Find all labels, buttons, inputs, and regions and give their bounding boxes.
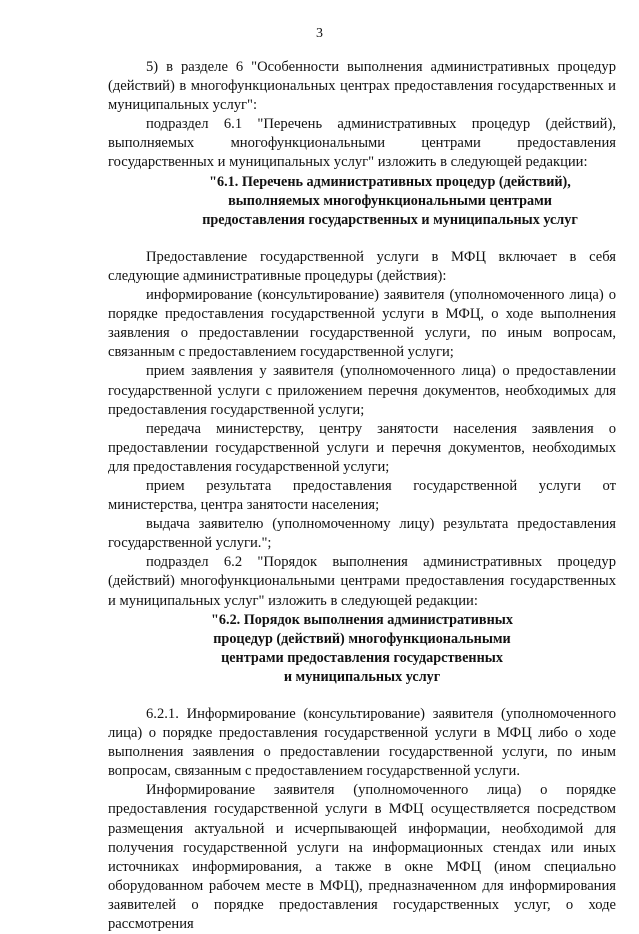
heading-6-2-line: "6.2. Порядок выполнения административных bbox=[211, 611, 513, 628]
heading-6-2-line: и муниципальных услуг bbox=[283, 668, 441, 685]
paragraph-informing-details: Информирование заявителя (уполномоченного лица) о порядке предоставления государственной услуги в МФЦ осуществляется посредством размещения актуальной и исчерпывающей информации, необходимой для получения государственной услуги на информационных стендах или иных источниках информирования, а также в окне МФЦ (ином специально оборудованном рабочем месте в МФЦ), предназначенном для информирования заявителей о порядке предоставления государственных услуг, о ходе рассмотрения bbox=[108, 782, 616, 933]
heading-6-2-line: процедур (действий) многофункциональными bbox=[213, 630, 511, 647]
paragraph-subsection-6-2-instruction: подраздел 6.2 "Порядок выполнения административных процедур (действий) многофункциональными центрами предоставления государственных и муниципальных услуг" изложить в следующей редакции: bbox=[108, 554, 616, 609]
paragraph-procedure-transfer: передача министерству, центру занятости населения заявления о предоставлении государственной услуги и перечня документов, необходимых для предоставления государственной услуги; bbox=[108, 420, 616, 475]
paragraph-procedures-intro: Предоставление государственной услуги в МФЦ включает в себя следующие административные процедуры (действия): bbox=[108, 248, 616, 284]
heading-6-1-line: предоставления государственных и муниципальных услуг bbox=[202, 211, 578, 228]
heading-6-1 bbox=[108, 173, 616, 230]
document-body bbox=[108, 58, 616, 934]
paragraph-subsection-6-1-instruction: подраздел 6.1 "Перечень административных процедур (действий), выполняемых многофункциональными центрами предоставления государственных и муниципальных услуг" изложить в следующей редакции: bbox=[108, 116, 616, 171]
paragraph-procedure-informing: информирование (консультирование) заявителя (уполномоченного лица) о порядке предоставления государственной услуги в МФЦ, о ходе выполнения заявления о предоставлении государственной услуги, по иным вопросам, связанным с предоставлением государственной услуги; bbox=[108, 287, 616, 361]
paragraph-procedure-issuance: выдача заявителю (уполномоченному лицу) результата предоставления государственной услуги."; bbox=[108, 516, 616, 552]
paragraph-section-6-intro: 5) в разделе 6 "Особенности выполнения административных процедур (действий) в многофункциональных центрах предоставления государственных и муниципальных услуг": bbox=[108, 59, 616, 114]
paragraph-6-2-1: 6.2.1. Информирование (консультирование) заявителя (уполномоченного лица) о порядке предоставления государственной услуги в МФЦ либо о ходе выполнения заявления о предоставлении государственной услуги, по иным вопросам, связанным с предоставлением государственной услуги. bbox=[108, 706, 616, 780]
heading-6-1-line: выполняемых многофункциональными центрами bbox=[228, 192, 552, 209]
paragraph-procedure-reception: прием заявления у заявителя (уполномоченного лица) о предоставлении государственной услуги с приложением перечня документов, необходимых для предоставления государственной услуги; bbox=[108, 363, 616, 418]
heading-6-2-line: центрами предоставления государственных bbox=[221, 649, 503, 666]
page-number: 3 bbox=[316, 26, 323, 41]
heading-6-2 bbox=[108, 611, 616, 687]
heading-6-1-line: "6.1. Перечень административных процедур (действий), bbox=[209, 173, 571, 190]
paragraph-procedure-result-reception: прием результата предоставления государственной услуги от министерства, центра занятости населения; bbox=[108, 477, 616, 514]
